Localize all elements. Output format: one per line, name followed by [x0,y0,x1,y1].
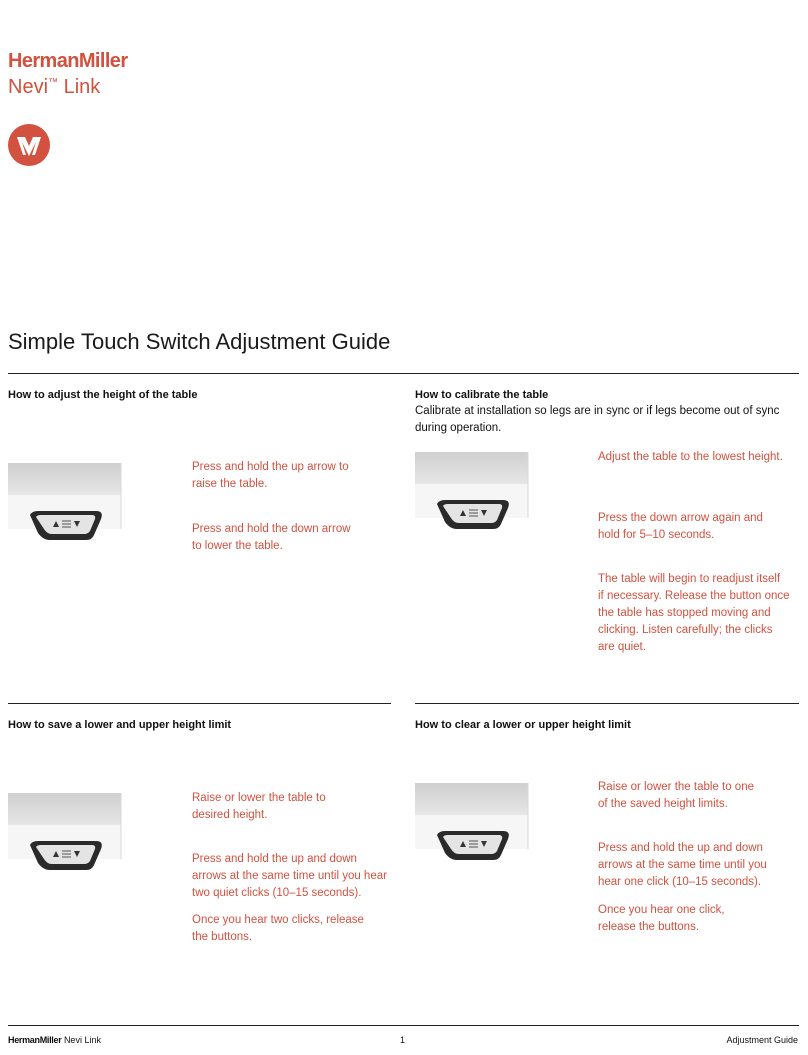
step-text: The table will begin to readjust itself if necessary. Release the button once the table has stopped moving and clicking. Listen carefully; the clicks are quiet. [598,573,790,653]
section-heading-adjust-height: How to adjust the height of the table [8,389,198,401]
brand-wordmark: HermanMiller [8,50,128,72]
section-heading-save-limit: How to save a lower and upper height limit [8,719,232,731]
step-text: Press the down arrow again and hold for 5–10 seconds. [598,512,763,541]
section-rule [415,703,799,704]
footer-rule [8,1025,799,1026]
section-rule [8,703,391,704]
step-text: Press and hold the up arrow to raise the table. [192,461,349,490]
touch-switch-illustration [415,783,533,875]
product-name: Nevi™ Link [8,76,101,98]
section-heading-clear-limit: How to clear a lower or upper height limit [415,719,631,731]
footer-doc-name: Adjustment Guide [726,1035,798,1045]
step-text: Once you hear two clicks, release the buttons. [192,914,364,943]
step-text: Once you hear one click, release the buttons. [598,904,725,933]
step-text: Press and hold the up and down arrows at the same time until you hear one click (10–15 seconds). [598,842,767,888]
herman-miller-logo-icon [8,124,50,166]
step-text: Press and hold the up and down arrows at the same time until you hear two quiet clicks (10–15 seconds). [192,853,387,899]
step-text: Raise or lower the table to desired height. [192,792,326,821]
title-rule [8,373,799,374]
steps-save-limit [192,790,392,946]
footer-brand: HermanMiller Nevi Link [8,1035,101,1045]
steps-adjust-height [192,459,382,555]
page-title: Simple Touch Switch Adjustment Guide [8,329,391,354]
step-text: Raise or lower the table to one of the saved height limits. [598,781,754,810]
touch-switch-illustration [415,452,533,544]
step-text: Press and hold the down arrow to lower the table. [192,523,351,552]
touch-switch-illustration [8,793,126,885]
page-number: 1 [400,1035,406,1045]
step-text: Adjust the table to the lowest height. [598,451,783,463]
section-heading-calibrate: How to calibrate the table [415,389,549,401]
touch-switch-illustration [8,463,126,555]
steps-calibrate [598,449,803,656]
section-intro-calibrate: Calibrate at installation so legs are in sync or if legs become out of sync during operation. [415,405,780,434]
steps-clear-limit [598,779,803,936]
